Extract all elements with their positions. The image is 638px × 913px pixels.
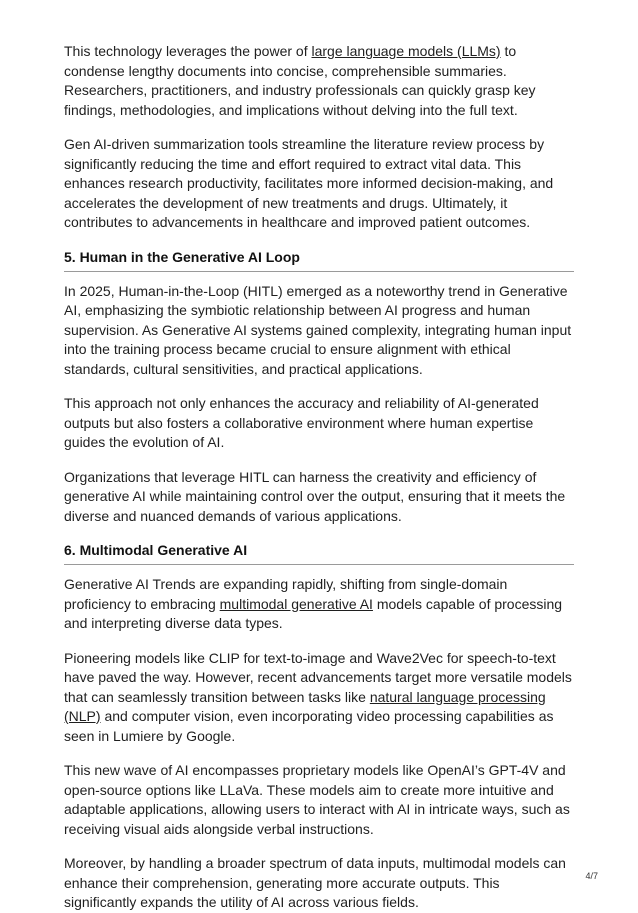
section-heading-multimodal: 6. Multimodal Generative AI [64, 541, 574, 565]
text: models capable of processing and interpreting diverse data types. [64, 595, 563, 631]
section-heading-human-loop: 5. Human in the Generative AI Loop [64, 248, 574, 272]
text: to condense lengthy documents into concise, comprehensible summaries. Researchers, practitioners, and industry professionals can quickly grasp key findings, methodologies, and implications without delving into the full text. [64, 43, 536, 118]
text: Generative AI Trends are expanding rapidly, shifting from single-domain proficiency to embracing [64, 576, 508, 612]
text: Pioneering models like CLIP for text-to-image and Wave2Vec for speech-to-text have paved the way. However, recent advancements target more versatile models that can seamlessly transition between tasks like [64, 649, 572, 705]
link-multimodal-generative-ai[interactable]: multimodal generative AI [219, 595, 373, 612]
paragraph-hitl-approach: This approach not only enhances the accuracy and reliability of AI-generated outputs but also fosters a collaborative environment where human expertise guides the evolution of AI. [64, 395, 539, 450]
text: This technology leverages the power of [64, 43, 312, 59]
paragraph-multimodal-trends [64, 575, 574, 634]
page-number: 4/7 [585, 871, 598, 881]
paragraph-llm-summarization [64, 42, 574, 120]
paragraph-broader-spectrum: Moreover, by handling a broader spectrum of data inputs, multimodal models can enhance their comprehension, generating more accurate outputs. This significantly expands the utility of AI across various fields. [64, 855, 566, 910]
paragraph-hitl-organizations: Organizations that leverage HITL can harness the creativity and efficiency of generative AI while maintaining control over the output, ensuring that it meets the diverse and nuanced demands of various applications. [64, 468, 566, 524]
paragraph-hitl-trend: In 2025, Human-in-the-Loop (HITL) emerged as a noteworthy trend in Generative AI, emphasizing the symbiotic relationship between AI progress and human supervision. As Generative AI systems gained complexity, integrating human input into the training process became crucial to ensure alignment with ethical standards, cultural sensitivities, and practical applications. [64, 282, 572, 377]
text: and computer vision, even incorporating video processing capabilities as seen in Lumiere by Google. [64, 708, 554, 744]
paragraph-new-wave: This new wave of AI encompasses proprietary models like OpenAI’s GPT-4V and open-source options like LLaVa. These models aim to create more intuitive and adaptable applications, allowing users to interact with AI in intricate ways, such as receiving visual aids alongside verbal instructions. [64, 762, 570, 837]
article-body [64, 42, 574, 913]
paragraph-summarization-tools: Gen AI-driven summarization tools streamline the literature review process by significantly reducing the time and effort required to extract vital data. This enhances research productivity, facilitates more informed decision-making, and accelerates the development of new treatments and drugs. Ultimately, it contributes to advancements in healthcare and improved patient outcomes. [64, 136, 554, 230]
paragraph-pioneering-models [64, 649, 574, 747]
link-large-language-models[interactable]: large language models (LLMs) [311, 43, 501, 59]
link-nlp[interactable]: natural language processing (NLP) [64, 688, 546, 724]
